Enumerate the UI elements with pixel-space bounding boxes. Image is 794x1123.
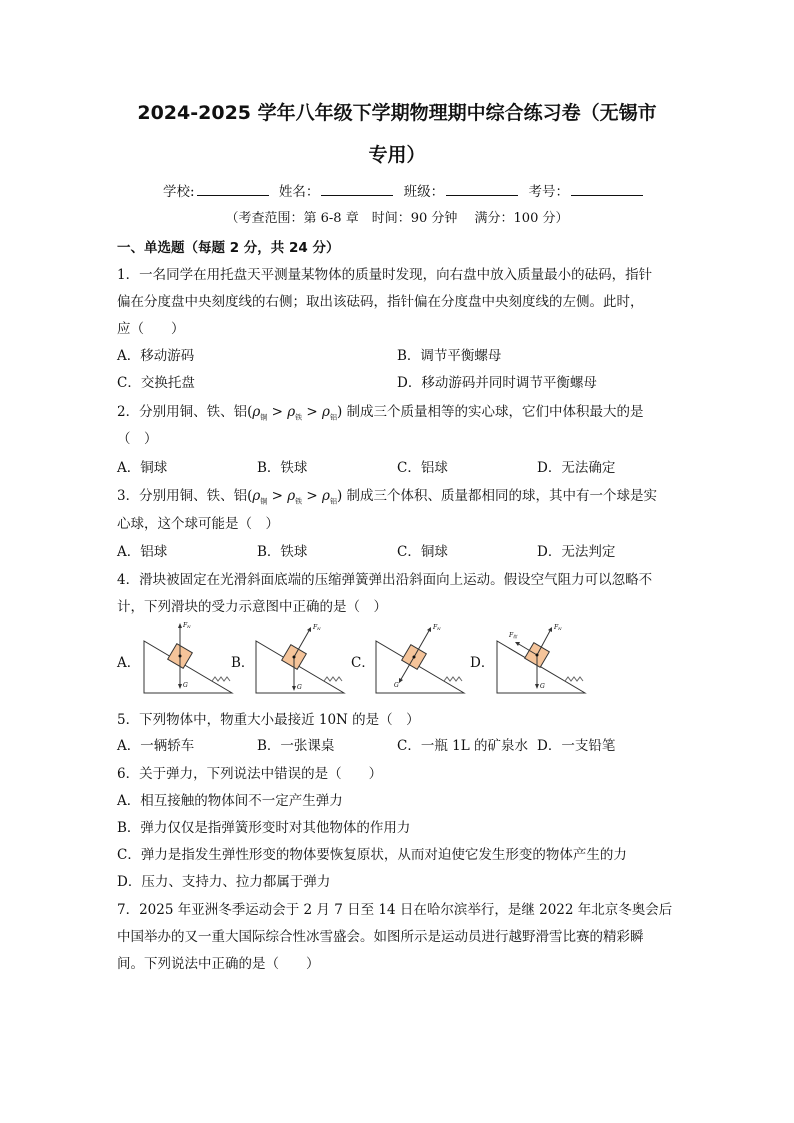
svg-text:G: G <box>394 682 399 689</box>
q4-option-b-label[interactable]: B． <box>231 655 255 671</box>
page-title-line2: 专用） <box>368 144 426 166</box>
svg-text:G: G <box>540 683 545 690</box>
q7-line3: 间。下列说法中正确的是（ ） <box>117 956 320 972</box>
q1-option-d[interactable]: D．移动游码并同时调节平衡螺母 <box>397 375 597 391</box>
svg-text:FN: FN <box>183 622 191 629</box>
q1-option-c[interactable]: C．交换托盘 <box>117 375 195 391</box>
svg-text:FN: FN <box>554 624 562 631</box>
svg-text:F阻: F阻 <box>509 632 518 639</box>
q5-option-c[interactable]: C．一瓶 1L 的矿泉水 <box>397 738 528 754</box>
school-label: 学校: <box>163 184 195 200</box>
svg-text:G: G <box>297 684 302 691</box>
exam-scope: （考查范围：第 6-8 章 时间：90 分钟 满分：100 分） <box>225 211 569 226</box>
q2-option-b[interactable]: B．铁球 <box>257 460 308 476</box>
q6-option-c[interactable]: C．弹力是指发生弹性形变的物体要恢复原状，从而对迫使它发生形变的物体产生的力 <box>117 847 627 863</box>
q3-line1: 3．分别用铜、铁、铝$(\rho_铜 > \rho_铁 > \rho_铝)$ 制成三个体积、质量都相同的球，其中有一个球是实 <box>117 488 658 506</box>
q2-option-d[interactable]: D．无法确定 <box>537 460 616 476</box>
school-blank[interactable] <box>197 181 269 196</box>
q4-option-d-label[interactable]: D． <box>470 655 495 671</box>
q4-line1: 4．滑块被固定在光滑斜面底端的压缩弹簧弹出沿斜面向上运动。假设空气阻力可以忽略不 <box>117 572 653 588</box>
q3-option-b[interactable]: B．铁球 <box>257 544 308 560</box>
q6-line1: 6．关于弹力，下列说法中错误的是（ ） <box>117 766 383 782</box>
q2-option-a[interactable]: A．铜球 <box>117 460 168 476</box>
number-blank[interactable] <box>571 181 643 196</box>
q6-option-d[interactable]: D．压力、支持力、拉力都属于弹力 <box>117 874 331 890</box>
q4-figure-a[interactable] <box>140 615 236 695</box>
q2-line1-post: ) 制成三个质量相等的实心球，它们中体积最大的是 <box>336 404 644 420</box>
q4-line2: 计，下列滑块的受力示意图中正确的是（ ） <box>117 599 387 615</box>
svg-text:FN: FN <box>433 624 441 631</box>
q3-line2: 心球，这个球可能是（ ） <box>117 516 279 532</box>
q5-option-b[interactable]: B．一张课桌 <box>257 738 335 754</box>
section-heading: 一、单选题（每题 2 分，共 24 分） <box>117 240 340 256</box>
class-blank[interactable] <box>446 181 518 196</box>
q1-line3: 应（ ） <box>117 321 185 337</box>
name-blank[interactable] <box>321 181 393 196</box>
q3-option-a[interactable]: A．铝球 <box>117 544 168 560</box>
q6-option-a[interactable]: A．相互接触的物体间不一定产生弹力 <box>117 793 343 809</box>
rho-cu: $\rho_铜$ <box>252 404 268 422</box>
q4-option-a-label[interactable]: A． <box>117 655 141 671</box>
q3-option-c[interactable]: C．铜球 <box>397 544 448 560</box>
q1-line1: 1．一名同学在用托盘天平测量某物体的质量时发现，向右盘中放入质量最小的砝码，指针 <box>117 267 653 283</box>
q4-figure-b[interactable] <box>252 615 348 695</box>
q3-line1-post: ) 制成三个体积、质量都相同的球，其中有一个球是实 <box>336 488 658 504</box>
q7-line2: 中国举办的又一重大国际综合性冰雪盛会。如图所示是运动员进行越野滑雪比赛的精彩瞬 <box>117 929 644 945</box>
q1-option-b[interactable]: B．调节平衡螺母 <box>397 348 502 364</box>
svg-text:FN: FN <box>313 624 321 631</box>
q5-option-a[interactable]: A．一辆轿车 <box>117 738 195 754</box>
q7-line1: 7．2025 年亚洲冬季运动会于 2 月 7 日至 14 日在哈尔滨举行，是继 2022 年北京冬奥会后 <box>117 902 673 918</box>
student-info-row <box>163 180 649 200</box>
name-label: 姓名： <box>278 184 320 200</box>
rho-al: $\rho_铝$ <box>322 404 337 422</box>
page-title-line1: 2024-2025 学年八年级下学期物理期中综合练习卷（无锡市 <box>137 102 657 124</box>
svg-text:G: G <box>183 682 188 689</box>
q1-option-a[interactable]: A．移动游码 <box>117 348 195 364</box>
q3-line1-pre: 3．分别用铜、铁、铝( <box>117 488 253 504</box>
rho-fe: $\rho_铁$ <box>287 404 303 422</box>
q4-figure-c[interactable] <box>372 615 468 695</box>
q4-figure-d[interactable] <box>493 615 597 695</box>
q4-option-c-label[interactable]: C． <box>351 655 375 671</box>
q2-option-c[interactable]: C．铝球 <box>397 460 448 476</box>
q3-option-d[interactable]: D．无法判定 <box>537 544 616 560</box>
q2-line2: （ ） <box>117 431 158 447</box>
q6-option-b[interactable]: B．弹力仅仅是指弹簧形变时对其他物体的作用力 <box>117 820 411 836</box>
q1-line2: 偏在分度盘中央刻度线的右侧；取出该砝码，指针偏在分度盘中央刻度线的左侧。此时， <box>117 294 644 310</box>
number-label: 考号： <box>528 184 569 200</box>
q2-line1: 2．分别用铜、铁、铝$(\rho_铜 > \rho_铁 > \rho_铝)$ 制成三个质量相等的实心球，它们中体积最大的是 <box>117 404 644 422</box>
class-label: 班级： <box>403 184 445 200</box>
q5-option-d[interactable]: D．一支铅笔 <box>537 738 616 754</box>
q5-line1: 5．下列物体中，物重大小最接近 10N 的是（ ） <box>117 712 420 728</box>
q2-line1-pre: 2．分别用铜、铁、铝( <box>117 404 253 420</box>
